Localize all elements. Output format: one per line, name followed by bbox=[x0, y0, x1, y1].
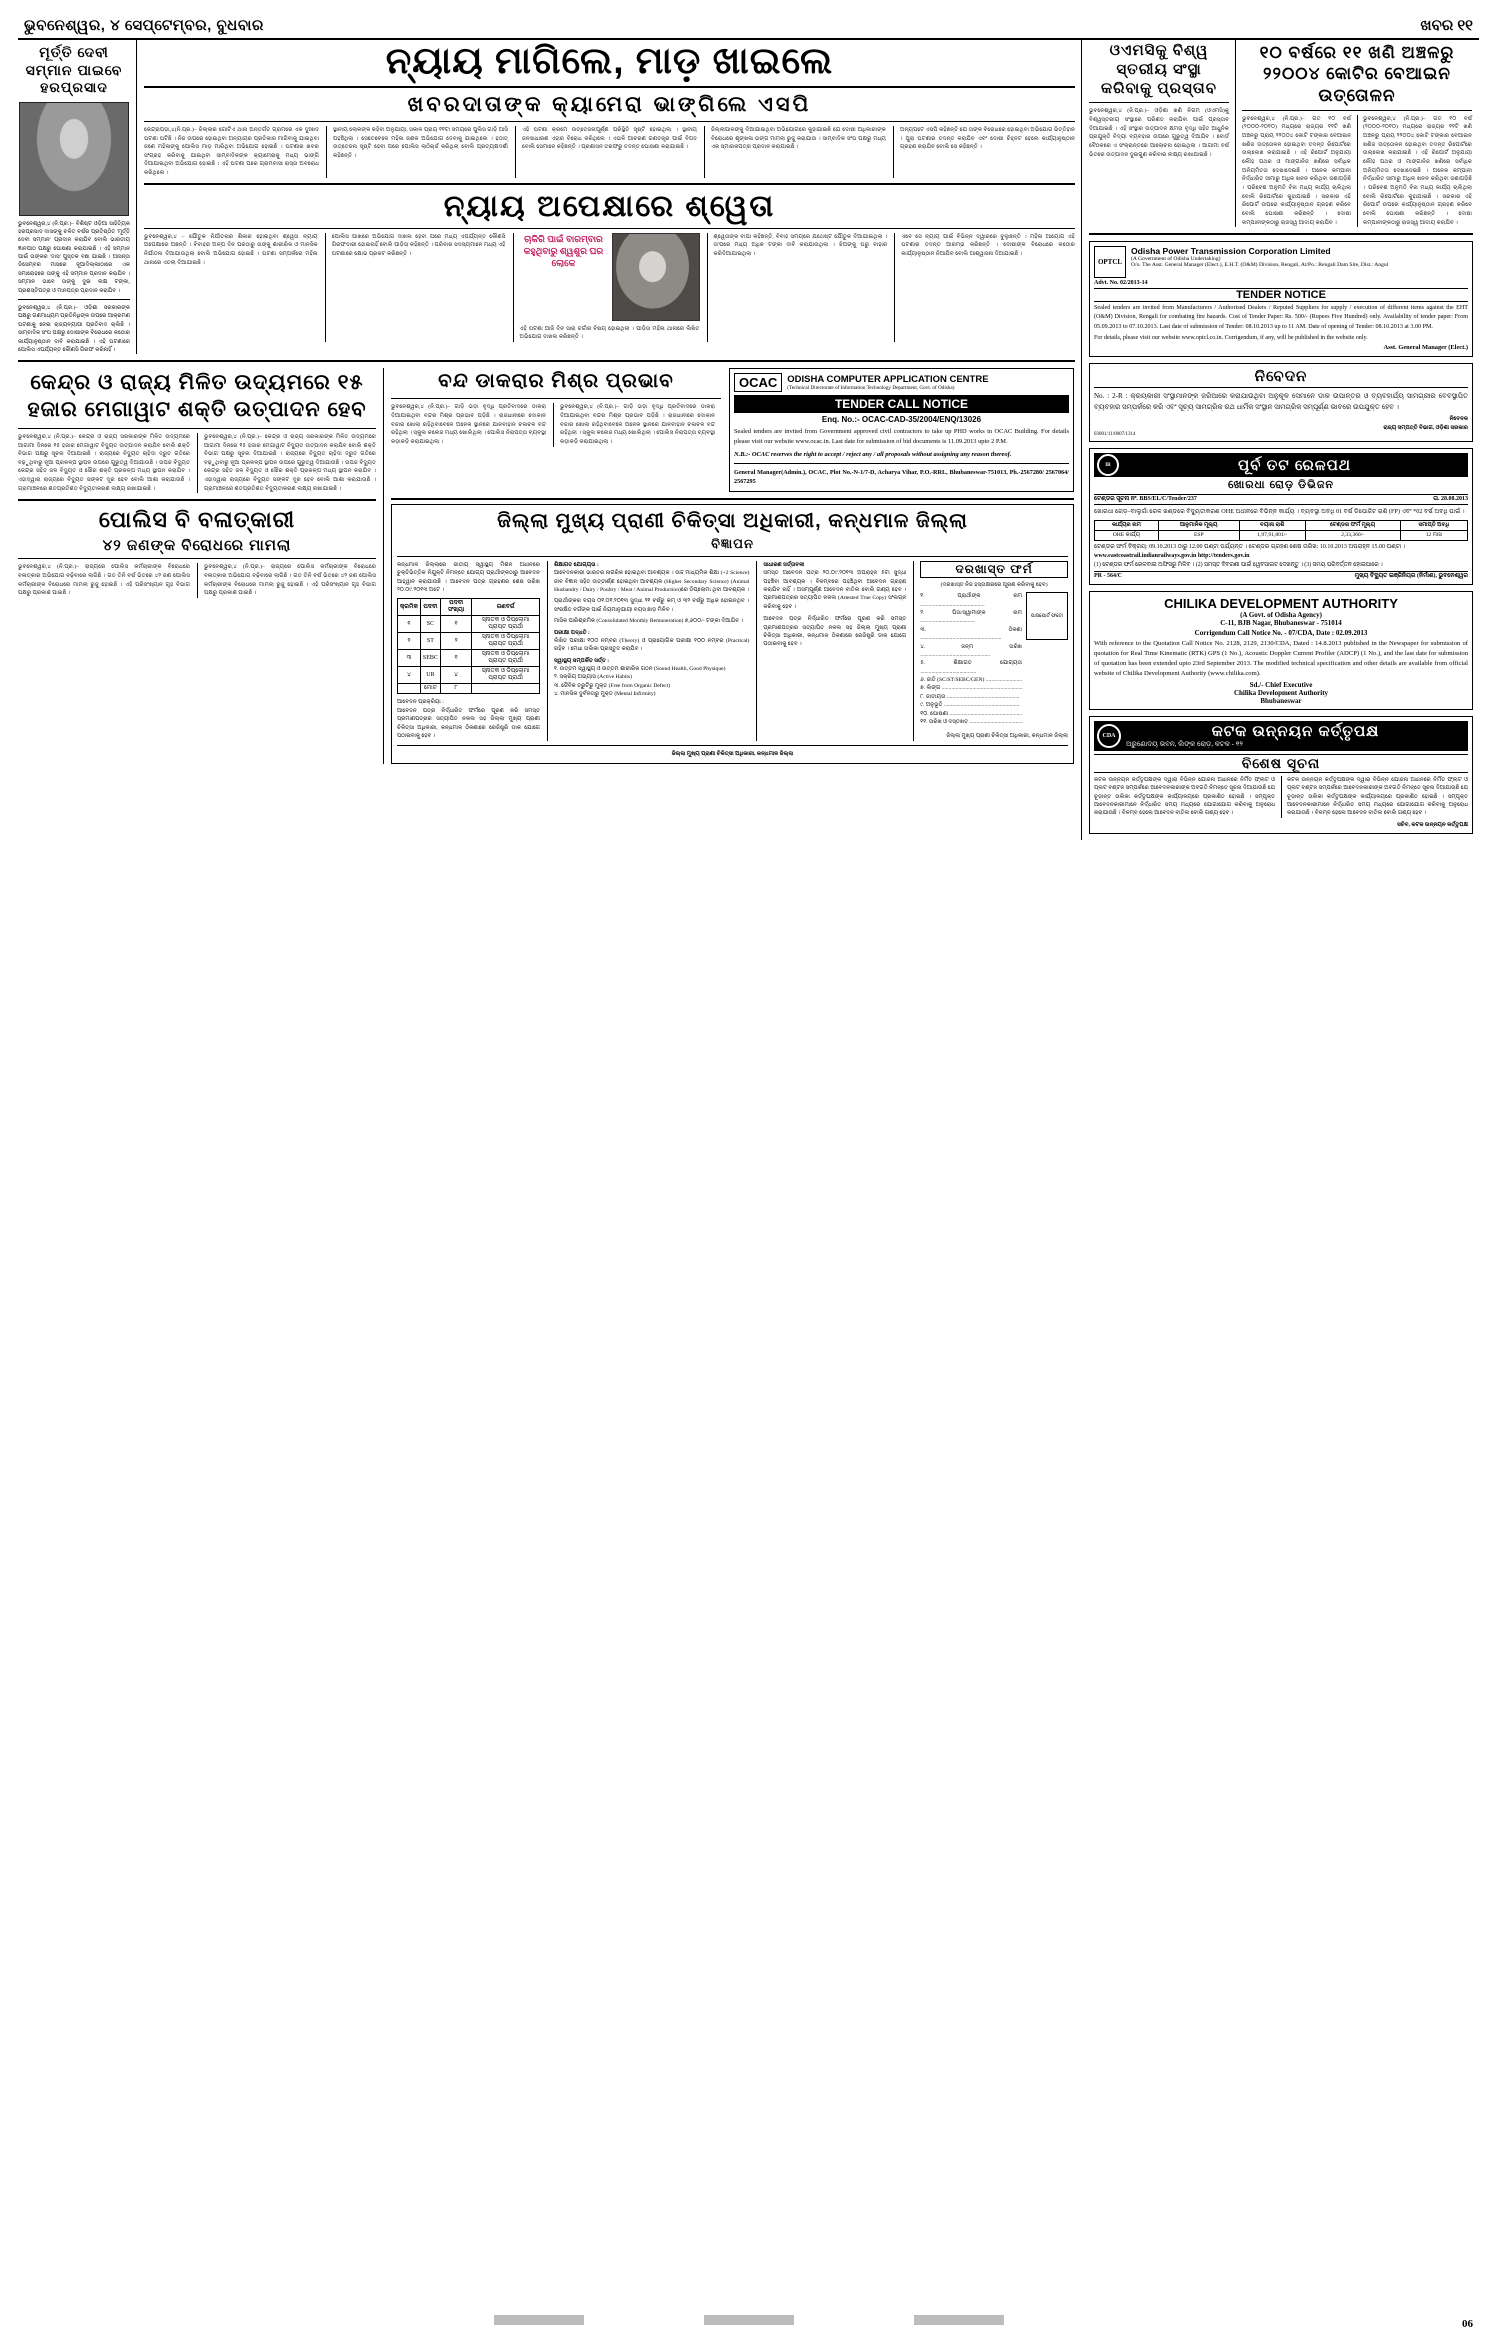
railway-office: ମୁଖ୍ୟ ବିଦ୍ୟୁତ ଇଞ୍ଜିନିୟର (ନିର୍ମାଣ), ଭୁବନେଶ୍ୱର bbox=[1354, 573, 1468, 580]
mining-col-1: ଭୁବନେଶ୍ୱର,୪ (ନି.ପ୍ର.)– ଗତ ୧୦ ବର୍ଷ (୨୦୦୦-୨୦୧୦) ମଧ୍ୟରେ ରାଜ୍ୟର ୧୧ଟି ଖଣି ଅଞ୍ଚଳରୁ ପ୍ରାୟ ୨୨୦୦୪ କୋଟି ଟଙ୍କାର ବେଆଇନ ଖଣିଜ ଉତ୍ତୋଳନ ହୋଇଥିବା ତଦନ୍ତ ରିପୋର୍ଟରେ ଉଲ୍ଲେଖ କରାଯାଇଛି । ଏହି ରିପୋର୍ଟ ଅନୁଯାୟୀ ଲୌହ ପଥର ଓ ମାଙ୍ଗାନିଜ ଖଣିରେ ସର୍ବାଧିକ ଅନିୟମିତତା ଦେଖାଦେଇଛି । ଅନେକ କମ୍ପାନୀ ନିର୍ଦ୍ଧାରିତ ସୀମାରୁ ଅଧିକ ଖନନ କରିଥିବା ଜଣାପଡ଼ିଛି । ପରିବେଶ ଅନୁମତି ବିନା ମଧ୍ୟ କାର୍ଯ୍ୟ ଚାଲିଥିଲା ବୋଲି ରିପୋର୍ଟରେ କୁହାଯାଇଛି । ସରକାର ଏହି ରିପୋର୍ଟ ଉପରେ କାର୍ଯ୍ୟାନୁଷ୍ଠାନ ଗ୍ରହଣ କରିବେ ବୋଲି ଘୋଷଣା କରିଛନ୍ତି । ଦୋଷୀ କମ୍ପାନୀଙ୍କଠାରୁ ରାଜସ୍ୱ ଆଦାୟ କରାଯିବ । bbox=[1242, 115, 1351, 226]
cell-form: 2,33,360/- bbox=[1305, 530, 1400, 540]
th-emd: ବୟାନା ରାଶି bbox=[1239, 520, 1305, 530]
cell-cat bbox=[472, 684, 540, 694]
sweta-photo-caption: ଏହି ଘଟଣା ଆଜି ଦିନ ସାରା ଚର୍ଚ୍ଚାର ବିଷୟ ହୋଇଥିଲା । ପୀଡ଼ିତା ମହିଳା ଥାନାରେ ଲିଖିତ ଅଭିଯୋଗ ଦାଖଲ କରିଛନ୍ତି । bbox=[519, 325, 700, 341]
cda-banner: ବିଶେଷ ସୂଚନା bbox=[1094, 754, 1468, 773]
cell-post: SC bbox=[420, 616, 440, 633]
cell-post: ST bbox=[420, 633, 440, 650]
optcl-note: For details, please visit our website www.optcl.co.in. Corrigendum, if any, will be published in the website only. bbox=[1094, 334, 1368, 341]
th-work: କାର୍ଯ୍ୟର ନାମ bbox=[1095, 520, 1159, 530]
cdvo-col-2 bbox=[547, 561, 749, 741]
main-subheadline: ଖବରଦାତାଙ୍କ କ୍ୟାମେରା ଭାଙ୍ଗିଲେ ଏସପି bbox=[407, 92, 812, 116]
form-note: (ଦରଖାସ୍ତ ନିଜ ହସ୍ତାକ୍ଷରରେ ପୂରଣ କରିବାକୁ ହେବ) bbox=[940, 581, 1048, 588]
cdvo-exam-text: ଲିଖିତ ପରୀକ୍ଷା ୧୦୦ ନମ୍ବର (Theory) ଓ ପ୍ରାୟୋଗିକ ପରୀକ୍ଷା ୧୦୦ ନମ୍ବର (Practical) ରହିବ । ମେଧା ତାଲିକା ପ୍ରସ୍ତୁତ କରାଯିବ । bbox=[553, 637, 750, 653]
cdvo-columns bbox=[397, 561, 1068, 741]
police-headline: ପୋଲିସ ବି ବଳାତ୍କାରୀ bbox=[98, 507, 296, 533]
table-row bbox=[1095, 530, 1468, 540]
chilika-sub: (A Govt. of Odisha Agency) bbox=[1240, 611, 1322, 620]
footer-bar bbox=[18, 2312, 1479, 2328]
mishra-headline: ବନ୍ଦ ଡାକରାର ମିଶ୍ର ପ୍ରଭାବ bbox=[438, 370, 674, 393]
cda-body-col-1: କଟକ ଉନ୍ନୟନ କର୍ତ୍ତୃପକ୍ଷଙ୍କ ଦ୍ୱାରା ବିଭିନ୍ନ ଯୋଜନା ଅଧୀନରେ ନିର୍ମିତ ଫ୍ଲାଟ ଓ ପ୍ଲଟ ବଣ୍ଟନ ସମ୍ପର୍କରେ ଆବେଦନକାରୀଙ୍କ ଅବଗତି ନିମନ୍ତେ ସୂଚନା ଦିଆଯାଉଛି ଯେ ଚୂଡ଼ାନ୍ତ ତାଲିକା କର୍ତ୍ତୃପକ୍ଷଙ୍କ କାର୍ଯ୍ୟାଳୟରେ ପ୍ରକାଶିତ ହୋଇଛି । ସମ୍ପୃକ୍ତ ଆବେଦନକାରୀମାନେ ନିର୍ଦ୍ଧାରିତ ସମୟ ମଧ୍ୟରେ ଯୋଗାଯୋଗ କରିବାକୁ ଅନୁରୋଧ କରାଯାଉଛି । ବିଳମ୍ବ ହେଲେ ଆବେଦନ ବାତିଲ ବୋଲି ଗଣ୍ୟ ହେବ । bbox=[1094, 776, 1275, 817]
optcl-notice-title: TENDER NOTICE bbox=[1094, 288, 1468, 302]
masthead-date: ଭୁବନେଶ୍ୱର, ୪ ସେପ୍ଟେମ୍ବର, ବୁଧବାର bbox=[24, 17, 264, 34]
page-body bbox=[18, 40, 1479, 840]
cdvo-health-1: ୧. ଉତ୍ତମ ସ୍ୱାସ୍ଥ୍ୟ ଓ ଉତ୍ତମ ଶାରୀରିକ ଗଠନ (Sound Health, Good Physique) bbox=[553, 666, 726, 673]
railway-logo-icon: IR bbox=[1097, 454, 1119, 476]
sweta-photo-block bbox=[513, 233, 700, 342]
cell-cat: ସ୍ନାତକ ଓ ଡିପ୍ଲୋମା ପ୍ରାପ୍ତ ପ୍ରାର୍ଥୀ bbox=[472, 616, 540, 633]
omc-headline: ଓଏମସିକୁ ବିଶ୍ୱ ସ୍ତରୀୟ ସଂସ୍ଥା କରିବାକୁ ପ୍ରସ୍ତାବ bbox=[1101, 42, 1217, 97]
cell-cat: ସ୍ନାତକ ଓ ଡିପ୍ଲୋମା ପ୍ରାପ୍ତ ପ୍ରାର୍ଥୀ bbox=[472, 650, 540, 667]
form-field-8: ୮. ଜାତୀୟତା .................................................... bbox=[920, 693, 1020, 700]
form-title: ଦରଖାସ୍ତ ଫର୍ମ bbox=[920, 561, 1068, 578]
cell-count: ୨ bbox=[440, 633, 471, 650]
cell-post: UR bbox=[420, 667, 440, 684]
cdvo-eligibility-head: ଶିକ୍ଷାଗତ ଯୋଗ୍ୟତା : bbox=[553, 561, 599, 568]
page-number: 06 bbox=[1462, 2318, 1473, 2330]
cda-body-col-2: କଟକ ଉନ୍ନୟନ କର୍ତ୍ତୃପକ୍ଷଙ୍କ ଦ୍ୱାରା ବିଭିନ୍ନ ଯୋଜନା ଅଧୀନରେ ନିର୍ମିତ ଫ୍ଲାଟ ଓ ପ୍ଲଟ ବଣ୍ଟନ ସମ୍ପର୍କରେ ଆବେଦନକାରୀଙ୍କ ଅବଗତି ନିମନ୍ତେ ସୂଚନା ଦିଆଯାଉଛି ଯେ ଚୂଡ଼ାନ୍ତ ତାଲିକା କର୍ତ୍ତୃପକ୍ଷଙ୍କ କାର୍ଯ୍ୟାଳୟରେ ପ୍ରକାଶିତ ହୋଇଛି । ସମ୍ପୃକ୍ତ ଆବେଦନକାରୀମାନେ ନିର୍ଦ୍ଧାରିତ ସମୟ ମଧ୍ୟରେ ଯୋଗାଯୋଗ କରିବାକୁ ଅନୁରୋଧ କରାଯାଉଛି । ବିଳମ୍ବ ହେଲେ ଆବେଦନ ବାତିଲ ବୋଲି ଗଣ୍ୟ ହେବ । bbox=[1281, 776, 1468, 818]
cdvo-form bbox=[913, 561, 1068, 741]
story-col-4: ଜିଲ୍ଲାପାଳଙ୍କୁ ଦିଆଯାଇଥିବା ଅଭିଯୋଗରେ କୁହାଯାଇଛି ଯେ ଦୋଷୀ ଅଧିକାରୀଙ୍କ ବିରୋଧରେ ଶୃଙ୍ଖଳା ଭଙ୍ଗ ମାମଲା ରୁଜୁ କରାଯାଉ । ସାମ୍ବାଦିକ ସଂଘ ପକ୍ଷରୁ ମଧ୍ୟ ଏକ ସ୍ମାରକପତ୍ର ପ୍ରଦାନ କରାଯାଇଛି । bbox=[704, 126, 886, 178]
th-post: ପଦବୀ bbox=[420, 599, 440, 616]
power-col-1: ଭୁବନେଶ୍ୱର,୪ (ନି.ପ୍ର.)– କେନ୍ଦ୍ର ଓ ରାଜ୍ୟ ସରକାରଙ୍କ ମିଳିତ ଉଦ୍ୟମରେ ଆଗାମୀ ଦିନରେ ୧୫ ହଜାର ମେଗାୱାଟ ବିଦ୍ୟୁତ ଉତ୍ପାଦନ କରାଯିବ ବୋଲି ଶକ୍ତି ବିଭାଗ ପକ୍ଷରୁ ସୂଚନା ଦିଆଯାଇଛି । ରାଜ୍ୟରେ ବିଦ୍ୟୁତ ଚାହିଦା ଦ୍ରୁତ ଗତିରେ ବଢ଼ୁଥିବାରୁ ନୂଆ ପ୍ରକଳ୍ପ ସ୍ଥାପନ ଉପରେ ଗୁରୁତ୍ୱ ଦିଆଯାଉଛି । ତାପଜ ବିଦ୍ୟୁତ କେନ୍ଦ୍ର ସହିତ ଜଳ ବିଦ୍ୟୁତ ଓ ସୌର ଶକ୍ତି ପ୍ରକଳ୍ପ ମଧ୍ୟ ସ୍ଥାପନ କରାଯିବ । ଏହାଦ୍ୱାରା ରାଜ୍ୟରେ ବିଦ୍ୟୁତ ସଙ୍କଟ ଦୂର ହେବ ବୋଲି ଆଶା କରାଯାଉଛି । ଗ୍ରାମାଞ୍ଚଳରେ ଶତପ୍ରତିଶତ ବିଦ୍ୟୁତୀକରଣ ଲକ୍ଷ୍ୟ ରଖାଯାଇଛି । bbox=[18, 433, 190, 492]
form-field-10: ୧୦. ଘୋଷଣା .................................................... bbox=[920, 710, 1023, 717]
sweta-col-3: ଶ୍ୱେତାଙ୍କ ବାପା କହିଛନ୍ତି, ବିବାହ ସମୟରେ ଯଥେଷ୍ଟ ଯୌତୁକ ଦିଆଯାଇଥିଲା । ତା'ପରେ ମଧ୍ୟ ଅଧିକ ଟଙ୍କା ଦାବି କରାଯାଉଥିଲା । ଝିଅଙ୍କୁ ଘରୁ ବାହାର କରିଦିଆଯାଇଥିଲା । bbox=[707, 233, 888, 342]
optcl-title: Odisha Power Transmission Corporation Limited bbox=[1131, 246, 1331, 257]
cell-sl bbox=[398, 684, 421, 694]
cdvo-age: ପ୍ରାର୍ଥୀଙ୍କର ବୟସ ୦୧.୦୧.୨୦୧୩ ସୁଦ୍ଧା ୨୧ ବର୍ଷରୁ କମ୍ ଓ ୩୨ ବର୍ଷରୁ ଅଧିକ ହୋଇନଥିବ । ସଂରକ୍ଷିତ ବର୍ଗଙ୍କ ପାଇଁ ନିୟମାନୁଯାୟୀ ବୟସ ଛାଡ଼ ମିଳିବ । bbox=[553, 598, 750, 613]
cdvo-general-text-2: ଆବେଦନ ପତ୍ର ନିର୍ଦ୍ଧାରିତ ଫର୍ମରେ ପୂରଣ କରି ସମସ୍ତ ପ୍ରମାଣପତ୍ରର ସତ୍ୟାପିତ ନକଲ ସହ ଜିଲ୍ଲା ମୁଖ୍ୟ ପ୍ରାଣୀ ଚିକିତ୍ସା ଅଧିକାରୀ, କନ୍ଧମାଳ ଠିକଣାରେ ରେଜିଷ୍ଟ୍ରି ଡାକ ଯୋଗେ ପଠାଇବାକୁ ହେବ । bbox=[763, 616, 907, 648]
masthead bbox=[18, 8, 1479, 40]
cell-period: 12 ମାସ bbox=[1400, 530, 1467, 540]
form-field-1: ୧. ପ୍ରାର୍ଥୀଙ୍କ ନାମ .............................................. bbox=[920, 593, 1022, 608]
footer-block-2 bbox=[704, 2315, 794, 2325]
table-row bbox=[398, 667, 540, 684]
cdvo-intro: କନ୍ଧମାଳ ଜିଲ୍ଲାରେ ଜାତୀୟ ସ୍ୱାସ୍ଥ୍ୟ ମିଶନ ଅଧୀନରେ ଚୁକ୍ତିଭିତ୍ତିକ ନିଯୁକ୍ତି ନିମନ୍ତେ ଯୋଗ୍ୟ ପ୍ରାର୍ଥୀଙ୍କଠାରୁ ଆବେଦନ ଆହ୍ୱାନ କରାଯାଉଛି । ଆବେଦନ ପତ୍ର ଗ୍ରହଣର ଶେଷ ତାରିଖ ୨୦.୦୯.୨୦୧୩ ଅଟେ । bbox=[397, 561, 540, 593]
cdvo-title: ଜିଲ୍ଲା ମୁଖ୍ୟ ପ୍ରାଣୀ ଚିକିତ୍ସା ଅଧିକାରୀ, କନ୍ଧମାଳ ଜିଲ୍ଲା bbox=[497, 509, 968, 532]
cell-count: ୧ bbox=[440, 616, 471, 633]
railway-note: (1) ଟେଣ୍ଡର ଫର୍ମ ରେଳବାଇ ଅଫିସରୁ ମିଳିବ । (2) ସମସ୍ତ ବିବରଣୀ ପାଇଁ ୱେବସାଇଟ ଦେଖନ୍ତୁ । (3) ସମୟ ପରିବର୍ତ୍ତନ ହୋଇପାରେ । bbox=[1094, 561, 1383, 568]
th-est: ଆନୁମାନିକ ମୂଲ୍ୟ bbox=[1158, 520, 1239, 530]
main-story bbox=[136, 40, 1075, 354]
main-headline: ନ୍ୟାୟ ମାଗିଲେ, ମାଡ଼ ଖାଇଲେ bbox=[385, 40, 834, 81]
optcl-advt-no: Advt. No. 02/2013-14 bbox=[1094, 280, 1148, 287]
cda-title: କଟକ ଉନ୍ନୟନ କର୍ତ୍ତୃପକ୍ଷ bbox=[1211, 722, 1380, 740]
pink-caption: ଚାକିରି ପାଇଁ ବାରମ୍ବାର କହୁଥିବାରୁ ଶ୍ୱଶୁର ଘର ଲୋକେ bbox=[523, 233, 604, 269]
mishra-col-2: ଭୁବନେଶ୍ୱର,୪ (ନି.ପ୍ର.)– ଗାଡ଼ି ଭଡ଼ା ବୃଦ୍ଧି ପ୍ରତିବାଦରେ ଡାକରା ଦିଆଯାଇଥିବା ବନ୍ଦର ମିଶ୍ର ପ୍ରଭାବ ପଡ଼ିଛି । ରାଜଧାନୀରେ ଦୋକାନ ବଜାର ଖୋଲା ରହିଥିବାବେଳେ ଅନେକ ସ୍ଥାନରେ ଯାନବାହାନ ଚଳାଚଳ ବନ୍ଦ ରହିଥିଲା । ସ୍କୁଲ କଲେଜ ମଧ୍ୟ ଖୋଲିଥିଲା । ପୋଲିସ ନିରାପତ୍ତା ବ୍ୟବସ୍ଥା କଡ଼ାକଡ଼ି କରାଯାଇଥିଲା । bbox=[553, 403, 715, 446]
right-ads bbox=[1089, 241, 1473, 834]
second-band bbox=[18, 368, 1075, 764]
form-field-2: ୨. ପିତା/ସ୍ୱାମୀଙ୍କ ନାମ ....................................... bbox=[920, 609, 1022, 625]
police-col-2: ଭୁବନେଶ୍ୱର,୪ (ନି.ପ୍ର.)– ରାଜ୍ୟରେ ପୋଲିସ କର୍ମଚାରୀଙ୍କ ବିରୋଧରେ ବଳାତ୍କାର ଅଭିଯୋଗ ବଢ଼ିବାରେ ଲାଗିଛି । ଗତ ତିନି ବର୍ଷ ଭିତରେ ୪୨ ଜଣ ପୋଲିସ କର୍ମଚାରୀଙ୍କ ବିରୋଧରେ ମାମଲା ରୁଜୁ ହୋଇଛି । ଏହି ପରିସଂଖ୍ୟାନ ଗୃହ ବିଭାଗ ପକ୍ଷରୁ ପ୍ରକାଶ ପାଇଛି । bbox=[197, 563, 376, 598]
omc-text: ଭୁବନେଶ୍ୱର,୪ (ନି.ପ୍ର.)– ଓଡ଼ିଶା ଖଣି ନିଗମ (ଓଏମସି)କୁ ବିଶ୍ୱସ୍ତରୀୟ ସଂସ୍ଥାରେ ପରିଣତ କରାଯିବା ପାଇଁ ପ୍ରସ୍ତାବ ଦିଆଯାଇଛି । ଏହି ସଂସ୍ଥାର ଉତ୍ପାଦନ କ୍ଷମତା ବୃଦ୍ଧି ସହିତ ଆଧୁନିକ ପ୍ରଯୁକ୍ତି ବିଦ୍ୟା ବ୍ୟବହାର ଉପରେ ଗୁରୁତ୍ୱ ଦିଆଯିବ । ବୋର୍ଡ ବୈଠକରେ ଏ ସଂକ୍ରାନ୍ତରେ ଆଲୋଚନା ହୋଇଥିଲା । ଆଗାମୀ ବର୍ଷ ଭିତରେ ଉତ୍ପାଦନ ଦୁଇଗୁଣ କରିବାର ଲକ୍ଷ୍ୟ ରଖାଯାଇଛି । bbox=[1089, 108, 1229, 158]
lead-photo-caption: ଭୁବନେଶ୍ୱର,୪ (ନି.ପ୍ର.)– ବିଶିଷ୍ଟ ଓଡ଼ିଆ ସାହିତ୍ୟିକ ହରପ୍ରସାଦ ଦାସଙ୍କୁ ଚଳିତ ବର୍ଷର ପ୍ରତିଷ୍ଠିତ 'ମୂର୍ତ୍ତି ଦେବୀ ସମ୍ମାନ' ପ୍ରଦାନ କରାଯିବ ବୋଲି ଭାରତୀୟ ଜ୍ଞାନପୀଠ ପକ୍ଷରୁ ଘୋଷଣା କରାଯାଇଛି । ଏହି ସମ୍ମାନ ପାଇଁ ତାଙ୍କର 'ଦାସ' ପୁସ୍ତକ ବଛା ଯାଇଛି । ଆସନ୍ତା ଡିସେମ୍ବର ମାସରେ ନୂଆଦିଲ୍ଲୀଠାରେ ଏକ ସମାରୋହରେ ତାଙ୍କୁ ଏହି ସମ୍ମାନ ପ୍ରଦାନ କରାଯିବ । ସମ୍ମାନ ଭାବେ ତାଙ୍କୁ ଦୁଇ ଲକ୍ଷ ଟଙ୍କା, ପ୍ରଶସ୍ତିପତ୍ର ଓ ମାନପତ୍ର ପ୍ରଦାନ କରାଯିବ । bbox=[18, 220, 130, 294]
form-field-9: ୯. ଅନୁଭୂତି ...................................................... bbox=[920, 702, 1020, 709]
cdvo-exam-head: ପରୀକ୍ଷା ପଦ୍ଧତି : bbox=[553, 629, 590, 636]
ocac-title: TENDER CALL NOTICE bbox=[734, 395, 1069, 413]
chilika-sign-2: Chilika Development Authority bbox=[1233, 688, 1329, 697]
cdvo-col-1 bbox=[397, 561, 540, 741]
ocac-ad bbox=[729, 368, 1074, 491]
table-header-row bbox=[398, 599, 540, 616]
cdvo-how-head: ଆବେଦନ ପ୍ରକ୍ରିୟା : bbox=[397, 699, 444, 706]
form-field-5: ୫. ଶିକ୍ଷାଗତ ଯୋଗ୍ୟତା ........................................ bbox=[920, 660, 1022, 675]
nibedan-signer-dept: ରାଜ୍ୟ ସମ୍ପତ୍ତି ବିଭାଗ, ଓଡ଼ିଶା ସରକାର bbox=[1383, 424, 1468, 431]
cdvo-health-3: ୩. ଜୈବିକ ତ୍ରୁଟିରୁ ମୁକ୍ତ (Free from Organic Defect) bbox=[553, 682, 671, 689]
optcl-address: O/o. The Asst. General Manager (Elect.), E.H.T. (O&M) Division, Rengali, At/Po.: Rengali Dam Site, Dist.: Angul bbox=[1131, 262, 1389, 269]
cdvo-health-2: ୨. ସକ୍ରିୟ ଅଭ୍ୟାସ (Active Habits) bbox=[553, 674, 632, 681]
story-col-1: କେନ୍ଦ୍ରାପଡ଼ା,୪(ନି.ପ୍ର.)– ଜିଲ୍ଲାର ଗୋଟିଏ ଥାନା ଅନ୍ତର୍ଗତ ଗ୍ରାମରେ ଏକ ଦୁଃଖଦ ଘଟଣା ଘଟିଛି । ନିଜ ଉପରେ ହୋଇଥିବା ଅନ୍ୟାୟର ପ୍ରତିକାର ମାଗିବାକୁ ଯାଇଥିବା ଜଣେ ମହିଳାଙ୍କୁ ପୋଲିସ ମାଡ଼ ମାରିଥିବା ଅଭିଯୋଗ ହୋଇଛି । ଘଟଣାର ଖବର ସଂଗ୍ରହ କରିବାକୁ ଯାଇଥିବା ସାମ୍ବାଦିକଙ୍କ କ୍ୟାମେରାକୁ ମଧ୍ୟ ଭାଙ୍ଗି ଦିଆଯାଇଥିବା ଅଭିଯୋଗ ହୋଇଛି । ଏହି ଘଟଣା ପରେ ଗ୍ରାମବାସୀ ରାସ୍ତା ଅବରୋଧ କରିଥିଲେ । bbox=[144, 126, 319, 177]
cdvo-eligibility: ଆବେଦନକାରୀ ଭାରତର ନାଗରିକ ହୋଇଥିବା ଆବଶ୍ୟକ । ଉଚ୍ଚ ମାଧ୍ୟମିକ ଶିକ୍ଷା (+2 Science) ଜୀବ ବିଜ୍ଞାନ ସହିତ ଉତ୍ତୀର୍ଣ୍ଣ ହୋଇଥିବା ଆବଶ୍ୟକ (Higher Secondary Science) (Animal Husbandry / Dairy / Poultry / Meat / Animal Production)ରେ ଡିପ୍ଲୋମା ଥିବା ଆବଶ୍ୟକ । bbox=[553, 570, 750, 593]
th-count: ପଦବୀ ସଂଖ୍ୟା bbox=[440, 599, 471, 616]
chilika-sign-1: Sd./- Chief Executive bbox=[1249, 680, 1313, 689]
ocac-org-sub: (Technical Directorate of Information Technology Department, Govt. of Odisha) bbox=[787, 385, 955, 392]
form-field-11: ୧୧. ତାରିଖ ଓ ଦସ୍ତଖତ ...................................... bbox=[920, 719, 1023, 726]
cell-sl: ୧ bbox=[398, 616, 421, 633]
table-row bbox=[398, 650, 540, 667]
th-category: ଗଣବର୍ଗ bbox=[472, 599, 540, 616]
table-row bbox=[398, 616, 540, 633]
th-sl: କ୍ରମିକ bbox=[398, 599, 421, 616]
cell-work: OHE କାର୍ଯ୍ୟ bbox=[1095, 530, 1159, 540]
chilika-address: C-11, BJB Nagar, Bhubaneswar - 751014 bbox=[1220, 619, 1342, 628]
cell-count: ୧ bbox=[440, 650, 471, 667]
cda-signature: ସଚିବ, କଟକ ଉନ୍ନୟନ କର୍ତ୍ତୃପକ୍ଷ bbox=[1397, 821, 1468, 828]
ocac-nb: N.B.:- OCAC reserves the right to accept / reject any / all proposals without assigning any reason thereof. bbox=[734, 450, 1012, 458]
sweta-photo bbox=[612, 233, 700, 321]
cell-count: ୮ bbox=[440, 684, 471, 694]
railway-website: www.eastcoastrail.indianrailways.gov.in http://tenders.gov.in bbox=[1094, 552, 1250, 559]
ocac-org-name: ODISHA COMPUTER APPLICATION CENTRE bbox=[787, 374, 989, 386]
cdvo-health-head: ସ୍ୱାସ୍ଥ୍ୟ ସମ୍ପର୍କିତ ସର୍ତ୍ତ : bbox=[553, 657, 610, 664]
story-col-2: ସ୍ଥାନୀୟ ଲୋକଙ୍କ କହିବା ଅନୁଯାୟୀ, ସକାଳ ପ୍ରାୟ ୧୧ଟା ସମୟରେ ପୁଲିସ ଗାଡ଼ି ଆସି ପହଞ୍ଚିଥିଲା । ସେତେବେଳେ ମହିଳା ଜଣକ ଅଭିଯୋଗ ଦେବାକୁ ଯାଇଥିଲେ । ହଠାତ୍ ଉତ୍ତେଜନା ସୃଷ୍ଟି ହେବା ପରେ ପୋଲିସ ଲାଠିଚାର୍ଜ କରିଥିଲା ବୋଲି ପ୍ରତ୍ୟକ୍ଷଦର୍ଶୀ କହିଛନ୍ତି । bbox=[326, 126, 508, 178]
optcl-signature: Asst. General Manager (Elect.) bbox=[1383, 343, 1468, 351]
lead-photo-column bbox=[18, 40, 136, 354]
form-field-6: ୬. ଜାତି (SC/ST/SEBC/GEN) .......................... bbox=[920, 677, 1023, 684]
sweta-col-4: ଏବେ ସେ ନ୍ୟାୟ ପାଇଁ ବିଭିନ୍ନ ଦ୍ୱାରରେ ବୁଲୁଛନ୍ତି । ମହିଳା ଆୟୋଗ ଏହି ଘଟଣାର ତଦନ୍ତ ଆରମ୍ଭ କରିଛନ୍ତି । ଦୋଷୀଙ୍କ ବିରୋଧରେ କଠୋର କାର୍ଯ୍ୟାନୁଷ୍ଠାନ ନିଆଯିବ ବୋଲି ଆଶ୍ୱାସନା ଦିଆଯାଇଛି । bbox=[894, 233, 1075, 342]
top-block bbox=[18, 40, 1075, 354]
page-sheet bbox=[18, 8, 1479, 2298]
police-subheadline: ୪୨ ଜଣଙ୍କ ବିରୋଧରେ ମାମଲା bbox=[102, 537, 292, 555]
railway-body: ଖୋରଧା ରୋଡ଼–ବାଲୁଗାଁ ରେଳ ଖଣ୍ଡରେ ବିଦ୍ୟୁତୀକରଣ OHE ଅଧୀନରେ ବିଭିନ୍ନ କାର୍ଯ୍ୟ । ବ୍ୟବସ୍ଥା ଅବଧି 01 ବର୍ଷ ଡିପୋଜିଟ ରାଶି (FP) ଏବଂ *02 ବର୍ଷ ଅବଧି ପାଇଁ । bbox=[1094, 508, 1465, 516]
sweta-columns bbox=[144, 233, 1075, 342]
mining-headline: ୧୦ ବର୍ଷରେ ୧୧ ଖଣି ଅଞ୍ଚଳରୁ ୨୨୦୦୪ କୋଟିର ବେଆଇନ ଉତ୍ତୋଳନ bbox=[1259, 43, 1455, 105]
nibedan-title: ନିବେଦନ bbox=[1094, 368, 1468, 388]
railway-date: ତା. 28.08.2013 bbox=[1433, 496, 1468, 503]
cdvo-footer-sign: ଜିଲ୍ଲା ମୁଖ୍ୟ ପ୍ରାଣୀ ଚିକିତ୍ସା ଅଧିକାରୀ, କନ୍ଧମାଳ ଜିଲ୍ଲା bbox=[671, 750, 794, 757]
power-col-2: ଭୁବନେଶ୍ୱର,୪ (ନି.ପ୍ର.)– କେନ୍ଦ୍ର ଓ ରାଜ୍ୟ ସରକାରଙ୍କ ମିଳିତ ଉଦ୍ୟମରେ ଆଗାମୀ ଦିନରେ ୧୫ ହଜାର ମେଗାୱାଟ ବିଦ୍ୟୁତ ଉତ୍ପାଦନ କରାଯିବ ବୋଲି ଶକ୍ତି ବିଭାଗ ପକ୍ଷରୁ ସୂଚନା ଦିଆଯାଇଛି । ରାଜ୍ୟରେ ବିଦ୍ୟୁତ ଚାହିଦା ଦ୍ରୁତ ଗତିରେ ବଢ଼ୁଥିବାରୁ ନୂଆ ପ୍ରକଳ୍ପ ସ୍ଥାପନ ଉପରେ ଗୁରୁତ୍ୱ ଦିଆଯାଉଛି । ତାପଜ ବିଦ୍ୟୁତ କେନ୍ଦ୍ର ସହିତ ଜଳ ବିଦ୍ୟୁତ ଓ ସୌର ଶକ୍ତି ପ୍ରକଳ୍ପ ମଧ୍ୟ ସ୍ଥାପନ କରାଯିବ । ଏହାଦ୍ୱାରା ରାଜ୍ୟରେ ବିଦ୍ୟୁତ ସଙ୍କଟ ଦୂର ହେବ ବୋଲି ଆଶା କରାଯାଉଛି । ଗ୍ରାମାଞ୍ଚଳରେ ଶତପ୍ରତିଶତ ବିଦ୍ୟୁତୀକରଣ ଲକ୍ଷ୍ୟ ରଖାଯାଇଛି । bbox=[197, 433, 376, 494]
table-header-row bbox=[1095, 520, 1468, 530]
chilika-ad bbox=[1089, 591, 1473, 710]
story-col-3: ଏହି ଘଟଣା କ୍ରମେ ଉତ୍ତେଜନାପୂର୍ଣ୍ଣ ପରିସ୍ଥିତି ସୃଷ୍ଟି ହୋଇଥିଲା । ସ୍ଥାନୀୟ ଜନସାଧାରଣ ଏହାର ବିରୋଧ କରିଥିଲେ । ଏଭଳି ଆଚରଣ ଗଣତନ୍ତ୍ର ପାଇଁ ବିପଦ ବୋଲି ସେମାନେ କହିଛନ୍ତି । ପ୍ରଶାସନ ତରଫରୁ ତଦନ୍ତ ଘୋଷଣା କରାଯାଇଛି । bbox=[515, 126, 697, 178]
optcl-sub: (A Government of Odisha Undertaking) bbox=[1131, 256, 1221, 263]
cdvo-how-text: ଆବେଦନ ପତ୍ର ନିର୍ଦ୍ଧାରିତ ଫର୍ମରେ ପୂରଣ କରି ସମସ୍ତ ପ୍ରମାଣପତ୍ରର ସତ୍ୟାପିତ ନକଲ ସହ ଜିଲ୍ଲା ମୁଖ୍ୟ ପ୍ରାଣୀ ଚିକିତ୍ସା ଅଧିକାରୀ, କନ୍ଧମାଳ ଠିକଣାରେ ରେଜିଷ୍ଟ୍ରି ଡାକ ଯୋଗେ ପଠାଇବାକୁ ହେବ । bbox=[397, 707, 540, 739]
railway-table bbox=[1094, 520, 1468, 541]
chilika-title: CHILIKA DEVELOPMENT AUTHORITY bbox=[1164, 596, 1398, 612]
lead-photo-extra: ଭୁବନେଶ୍ୱର,୪ (ନି.ପ୍ର.)– ଓଡ଼ିଶା ସରକାରଙ୍କ ପକ୍ଷରୁ ଗଣମାଧ୍ୟମ ପ୍ରତିନିଧିଙ୍କ ଉପରେ ଆକ୍ରମଣ ଘଟଣାକୁ ନେଇ ରାଜ୍ୟବ୍ୟାପୀ ପ୍ରତିବାଦ ଚାଲିଛି । ସାମ୍ବାଦିକ ସଂଘ ପକ୍ଷରୁ ଦୋଷୀଙ୍କ ବିରୋଧରେ କଠୋର କାର୍ଯ୍ୟାନୁଷ୍ଠାନ ଦାବି କରାଯାଇଛି । ଏହି ଘଟଣାରେ ପୋଲିସ ଏପର୍ଯ୍ୟନ୍ତ କୌଣସି ଗିରଫ କରିନାହିଁ । bbox=[18, 305, 131, 353]
mining-col-2: ଭୁବନେଶ୍ୱର,୪ (ନି.ପ୍ର.)– ଗତ ୧୦ ବର୍ଷ (୨୦୦୦-୨୦୧୦) ମଧ୍ୟରେ ରାଜ୍ୟର ୧୧ଟି ଖଣି ଅଞ୍ଚଳରୁ ପ୍ରାୟ ୨୨୦୦୪ କୋଟି ଟଙ୍କାର ବେଆଇନ ଖଣିଜ ଉତ୍ତୋଳନ ହୋଇଥିବା ତଦନ୍ତ ରିପୋର୍ଟରେ ଉଲ୍ଲେଖ କରାଯାଇଛି । ଏହି ରିପୋର୍ଟ ଅନୁଯାୟୀ ଲୌହ ପଥର ଓ ମାଙ୍ଗାନିଜ ଖଣିରେ ସର୍ବାଧିକ ଅନିୟମିତତା ଦେଖାଦେଇଛି । ଅନେକ କମ୍ପାନୀ ନିର୍ଦ୍ଧାରିତ ସୀମାରୁ ଅଧିକ ଖନନ କରିଥିବା ଜଣାପଡ଼ିଛି । ପରିବେଶ ଅନୁମତି ବିନା ମଧ୍ୟ କାର୍ଯ୍ୟ ଚାଲିଥିଲା ବୋଲି ରିପୋର୍ଟରେ କୁହାଯାଇଛି । ସରକାର ଏହି ରିପୋର୍ଟ ଉପରେ କାର୍ଯ୍ୟାନୁଷ୍ଠାନ ଗ୍ରହଣ କରିବେ ବୋଲି ଘୋଷଣା କରିଛନ୍ତି । ଦୋଷୀ କମ୍ପାନୀଙ୍କଠାରୁ ରାଜସ୍ୱ ଆଦାୟ କରାଯିବ । bbox=[1357, 115, 1472, 228]
nibedan-ad bbox=[1089, 363, 1473, 442]
form-field-7: ୭. ଲିଙ୍ଗ .......................................................... bbox=[920, 685, 1023, 692]
railway-division: ଖୋରଧା ରୋଡ଼ ଡିଭିଜନ bbox=[1227, 479, 1335, 492]
cell-cat: ସ୍ନାତକ ଓ ଡିପ୍ଲୋମା ପ୍ରାପ୍ତ ପ୍ରାର୍ଥୀ bbox=[472, 633, 540, 650]
table-total-row bbox=[398, 684, 540, 694]
cdvo-general-text: ସମସ୍ତ ଆବେଦନ ପତ୍ର ୨୦.୦୯.୨୦୧୩ ଅପରାହ୍ନ ୫ଟା ସୁଦ୍ଧା ପହଞ୍ଚିବା ଆବଶ୍ୟକ । ବିଳମ୍ବରେ ପହଞ୍ଚିଥିବା ଆବେଦନ ଗ୍ରହଣ କରାଯିବ ନାହିଁ । ଅସମ୍ପୂର୍ଣ୍ଣ ଆବେଦନ ବାତିଲ ବୋଲି ଗଣ୍ୟ ହେବ । ପ୍ରମାଣପତ୍ରର ସତ୍ୟାପିତ ନକଲ (Attested True Copy) ସଂଲଗ୍ନ କରିବାକୁ ହେବ । bbox=[763, 570, 907, 610]
photo-placeholder: ପାସପୋର୍ଟ ଫଟୋ bbox=[1026, 592, 1068, 640]
masthead-page-label: ଖବର ୧୧ bbox=[1420, 17, 1473, 34]
railway-pr-no: PR - 564/C bbox=[1094, 573, 1122, 580]
sweta-col-2: ପୋଲିସ ପାଖରେ ଅଭିଯୋଗ ଦାଖଲ ହେବା ପରେ ମଧ୍ୟ ଏପର୍ଯ୍ୟନ୍ତ କୌଣସି ଗିରଫଦାରୀ ହୋଇନାହିଁ ବୋଲି ପୀଡ଼ିତା କହିଛନ୍ତି । ପରିବାର ସଦସ୍ୟମାନେ ମଧ୍ୟ ଏହି ଘଟଣାରେ କ୍ଷୋଭ ପ୍ରକଟ କରିଛନ୍ତି । bbox=[325, 233, 506, 342]
cell-sl: ୪ bbox=[398, 667, 421, 684]
cdvo-col-3 bbox=[756, 561, 906, 741]
cell-sl: ୨ bbox=[398, 633, 421, 650]
nibedan-code: 03001/11/0007/1314 bbox=[1094, 432, 1136, 438]
left-zone bbox=[18, 40, 1081, 840]
story-col-5: ଅନ୍ୟପଟେ ଏସପି କହିଛନ୍ତି ଯେ ତାଙ୍କ ବିରୋଧରେ ହୋଇଥିବା ଅଭିଯୋଗ ଭିତ୍ତିହୀନ । ପୁରା ଘଟଣାର ତଦନ୍ତ କରାଯିବ ଏବଂ ଦୋଷୀ ଚିହ୍ନଟ ହେଲେ କାର୍ଯ୍ୟାନୁଷ୍ଠାନ ଗ୍ରହଣ କରାଯିବ ବୋଲି ସେ କହିଛନ୍ତି । bbox=[893, 126, 1075, 178]
lead-kicker: ମୂର୍ତ୍ତି ଦେବୀ ସମ୍ମାନ ପାଇବେ ହରପ୍ରସାଦ bbox=[25, 44, 123, 95]
illegal-mining-story bbox=[1235, 40, 1472, 227]
ocac-logo: OCAC bbox=[734, 373, 782, 392]
police-col-1: ଭୁବନେଶ୍ୱର,୪ (ନି.ପ୍ର.)– ରାଜ୍ୟରେ ପୋଲିସ କର୍ମଚାରୀଙ୍କ ବିରୋଧରେ ବଳାତ୍କାର ଅଭିଯୋଗ ବଢ଼ିବାରେ ଲାଗିଛି । ଗତ ତିନି ବର୍ଷ ଭିତରେ ୪୨ ଜଣ ପୋଲିସ କର୍ମଚାରୀଙ୍କ ବିରୋଧରେ ମାମଲା ରୁଜୁ ହୋଇଛି । ଏହି ପରିସଂଖ୍ୟାନ ଗୃହ ବିଭାଗ ପକ୍ଷରୁ ପ୍ରକାଶ ପାଇଛି । bbox=[18, 564, 190, 597]
sweta-col-1: ଭୁବନେଶ୍ୱର,୪ – ଯୌତୁକ ନିର୍ଯାତନାର ଶିକାର ହୋଇଥିବା ଶ୍ୱେତା ନ୍ୟାୟ ଅପେକ୍ଷାରେ ଅଛନ୍ତି । ବିବାହର ଅଳ୍ପ ଦିନ ପରଠାରୁ ତାଙ୍କୁ ଶାରୀରିକ ଓ ମାନସିକ ନିର୍ଯାତନା ଦିଆଯାଉଥିଲା ବୋଲି ଅଭିଯୋଗ ହୋଇଛି । ଘଟଣା ସମ୍ପର୍କରେ ମହିଳା ଥାନାରେ ଏତଲା ଦିଆଯାଇଛି । bbox=[144, 233, 318, 266]
portrait-photo bbox=[19, 102, 129, 216]
railway-ad bbox=[1089, 448, 1473, 585]
mid-column bbox=[383, 368, 1074, 764]
cdvo-subtitle: ବିଜ୍ଞାପନ bbox=[711, 535, 754, 551]
cdvo-remuneration: ମାସିକ ପାରିଶ୍ରମିକ (Consolidated Monthly Remuneration) ୭,୬୦୦/- ଟଙ୍କା ଦିଆଯିବ । bbox=[553, 618, 743, 625]
cda-logo-icon: CDA bbox=[1097, 724, 1121, 748]
omc-story bbox=[1089, 40, 1229, 227]
cdvo-health-4: ୪. ମାନସିକ ଦୁର୍ବଳତାରୁ ମୁକ୍ତ (Mental Infirmity) bbox=[553, 691, 656, 698]
form-field-4: ୪. ଜନ୍ମ ତାରିଖ .................................................. bbox=[920, 643, 1022, 658]
cdvo-general-head: ସାଧାରଣ ସର୍ତ୍ତାବଳୀ bbox=[763, 561, 805, 568]
cell-count: ୪ bbox=[440, 667, 471, 684]
ocac-enquiry-no: Enq. No.:- OCAC-CAD-35/2004/ENQ/13026 bbox=[821, 415, 982, 425]
table-row bbox=[398, 633, 540, 650]
chilika-corrigendum-no: Corrigendum Call Notice No. - 07/CDA, Date : 02.09.2013 bbox=[1194, 629, 1368, 638]
mishra-and-ocac bbox=[391, 368, 1074, 491]
right-zone bbox=[1081, 40, 1473, 840]
cell-post: SEBC bbox=[420, 650, 440, 667]
second-headline: ନ୍ୟାୟ ଅପେକ୍ଷାରେ ଶ୍ୱେତା bbox=[443, 189, 776, 223]
power-headline: କେନ୍ଦ୍ର ଓ ରାଜ୍ୟ ମିଳିତ ଉଦ୍ୟମରେ ୧୫ ହଜାର ମେଗାୱାଟ ଶକ୍ତି ଉତ୍ପାଦନ ହେବ bbox=[27, 371, 367, 421]
th-period: ସମାପ୍ତି ଅବଧି bbox=[1400, 520, 1467, 530]
optcl-ad bbox=[1089, 241, 1473, 357]
mishra-col-1: ଭୁବନେଶ୍ୱର,୪ (ନି.ପ୍ର.)– ଗାଡ଼ି ଭଡ଼ା ବୃଦ୍ଧି ପ୍ରତିବାଦରେ ଡାକରା ଦିଆଯାଇଥିବା ବନ୍ଦର ମିଶ୍ର ପ୍ରଭାବ ପଡ଼ିଛି । ରାଜଧାନୀରେ ଦୋକାନ ବଜାର ଖୋଲା ରହିଥିବାବେଳେ ଅନେକ ସ୍ଥାନରେ ଯାନବାହାନ ଚଳାଚଳ ବନ୍ଦ ରହିଥିଲା । ସ୍କୁଲ କଲେଜ ମଧ୍ୟ ଖୋଲିଥିଲା । ପୋଲିସ ନିରାପତ୍ତା ବ୍ୟବସ୍ଥା କଡ଼ାକଡ଼ି କରାଯାଇଥିଲା । bbox=[391, 404, 546, 445]
form-field-3: ୩. ଠିକଣା .......................................................... bbox=[920, 626, 1022, 642]
right-top-stories bbox=[1089, 40, 1473, 227]
ocac-body: Sealed tenders are invited from Government approved civil contractors to take up PHD works in OCAC Building. For details please visit our website www.ocac.in. Last date for submission of bid documents is 11.09.2013 upto 2 P.M. bbox=[734, 428, 1069, 445]
railway-tender-no: ଟେଣ୍ଡର ସୂଚନା ନଂ. BBS/EL/C/Tender/237 bbox=[1094, 496, 1197, 503]
railway-title: ପୂର୍ବ ତଟ ରେଳପଥ bbox=[1237, 456, 1352, 474]
cell-est: ESP bbox=[1158, 530, 1239, 540]
footer-block-1 bbox=[494, 2315, 584, 2325]
railway-dates: ଟେଣ୍ଡର ଫର୍ମ ବିକ୍ରୟ: 09.10.2013 ଠାରୁ 12.00 ଘଣ୍ଟା ପର୍ଯ୍ୟନ୍ତ । ଟେଣ୍ଡର ଗ୍ରହଣ ଶେଷ ତାରିଖ: 10.10.2013 ଅପରାହ୍ନ 15.00 ଘଣ୍ଟା । bbox=[1094, 543, 1406, 550]
cdvo-ad bbox=[391, 504, 1074, 764]
footer-block-3 bbox=[914, 2315, 1004, 2325]
optcl-logo-icon: OPTCL bbox=[1094, 246, 1126, 278]
cell-emd: 1,97,91,801/- bbox=[1239, 530, 1305, 540]
cdvo-vacancy-table bbox=[397, 598, 540, 694]
main-story-columns bbox=[144, 126, 1075, 178]
power-story bbox=[18, 368, 383, 764]
nibedan-body: No. : 2-R : କ୍ରୟକାରୀ ସଂସ୍ଥାମାନଙ୍କ ଜରିଆରେ କରାଯାଉଥିବା ଅନୁକୂଳ ସେମାନେ ଡାକ ଉପାନ୍ତର ଓ ବ୍ୟବହାର୍ଯ୍ୟ ସାମଗ୍ରୀର ବେବସ୍ଥାପିତ ବ୍ୟବହାର ସମ୍ପର୍କରେ କରି ଏବଂ ସୂଚ୍ୟ ସାମଗ୍ରିକ ରଥ ଧାର୍ମିକ ସଂସ୍ଥାନ ସାମଗ୍ରିକ ସମ୍ପୂର୍ଣ୍ଣ ଭାବରେ ଉପଯୁକ୍ତ ହେବ । bbox=[1094, 392, 1468, 411]
cell-cat: ସ୍ନାତକ ଓ ଡିପ୍ଲୋମା ପ୍ରାପ୍ତ ପ୍ରାର୍ଥୀ bbox=[472, 667, 540, 684]
form-signature: ଜିଲ୍ଲା ମୁଖ୍ୟ ପ୍ରାଣୀ ଚିକିତ୍ସା ଅଧିକାରୀ, କନ୍ଧମାଳ ଜିଲ୍ଲା bbox=[946, 733, 1068, 740]
cell-sl: ୩ bbox=[398, 650, 421, 667]
cda-address: ଅରୁଣୋଦୟ ଭବନ, ଲିଙ୍କ ରୋଡ଼, କଟକ - ୧୨ bbox=[1126, 739, 1243, 748]
chilika-sign-3: Bhubaneswar bbox=[1260, 696, 1302, 705]
ocac-contact: General Manager(Admin.), OCAC, Plot No.-N-1/7-D, Acharya Vihar, P.O.-RRL, Bhubaneswar-751013, Ph.-2567280/ 2567064/ 2567295 bbox=[734, 469, 1069, 486]
cell-post: ମୋଟ bbox=[420, 684, 440, 694]
optcl-body: Sealed tenders are invited from Manufacturers / Authorised Dealers / Reputed Suppliers for supply / execution of different items against the EHT (O&M) Division, Rengali for combating fire hazards. Cost of Tender Paper: Rs. 500/- (Rupees Five Hundred) only. Availability of tender paper: From 05.09.2013 to 07.10.2013. Last date of submission of Tender: 08.10.2013 up to 11 AM. Date of opening of Tender: 08.10.2013 at 3.00 PM. bbox=[1094, 305, 1468, 330]
cda-ad bbox=[1089, 716, 1473, 834]
th-form: ଟେଣ୍ଡର ଫର୍ମ ମୂଲ୍ୟ bbox=[1305, 520, 1400, 530]
mishra-story bbox=[391, 368, 721, 491]
nibedan-signer: ନିବେଦକ bbox=[1449, 416, 1468, 423]
chilika-body: With reference to the Quotation Call Notice No. 2128, 2129, 2130/CDA, Dated : 14.8.2013 published in the Newspaper for submission of quotation for Real Time Kinematic (RTK) GPS (1 No.), Acoustic Doppler Current Profiler (ADCP) (1 No.), and the last date for submission of quotation has been extended upto 23rd September 2013. The modified technical specification and other details are available from official website of Chilika Development Authority (www.chilika.com). bbox=[1094, 640, 1468, 677]
